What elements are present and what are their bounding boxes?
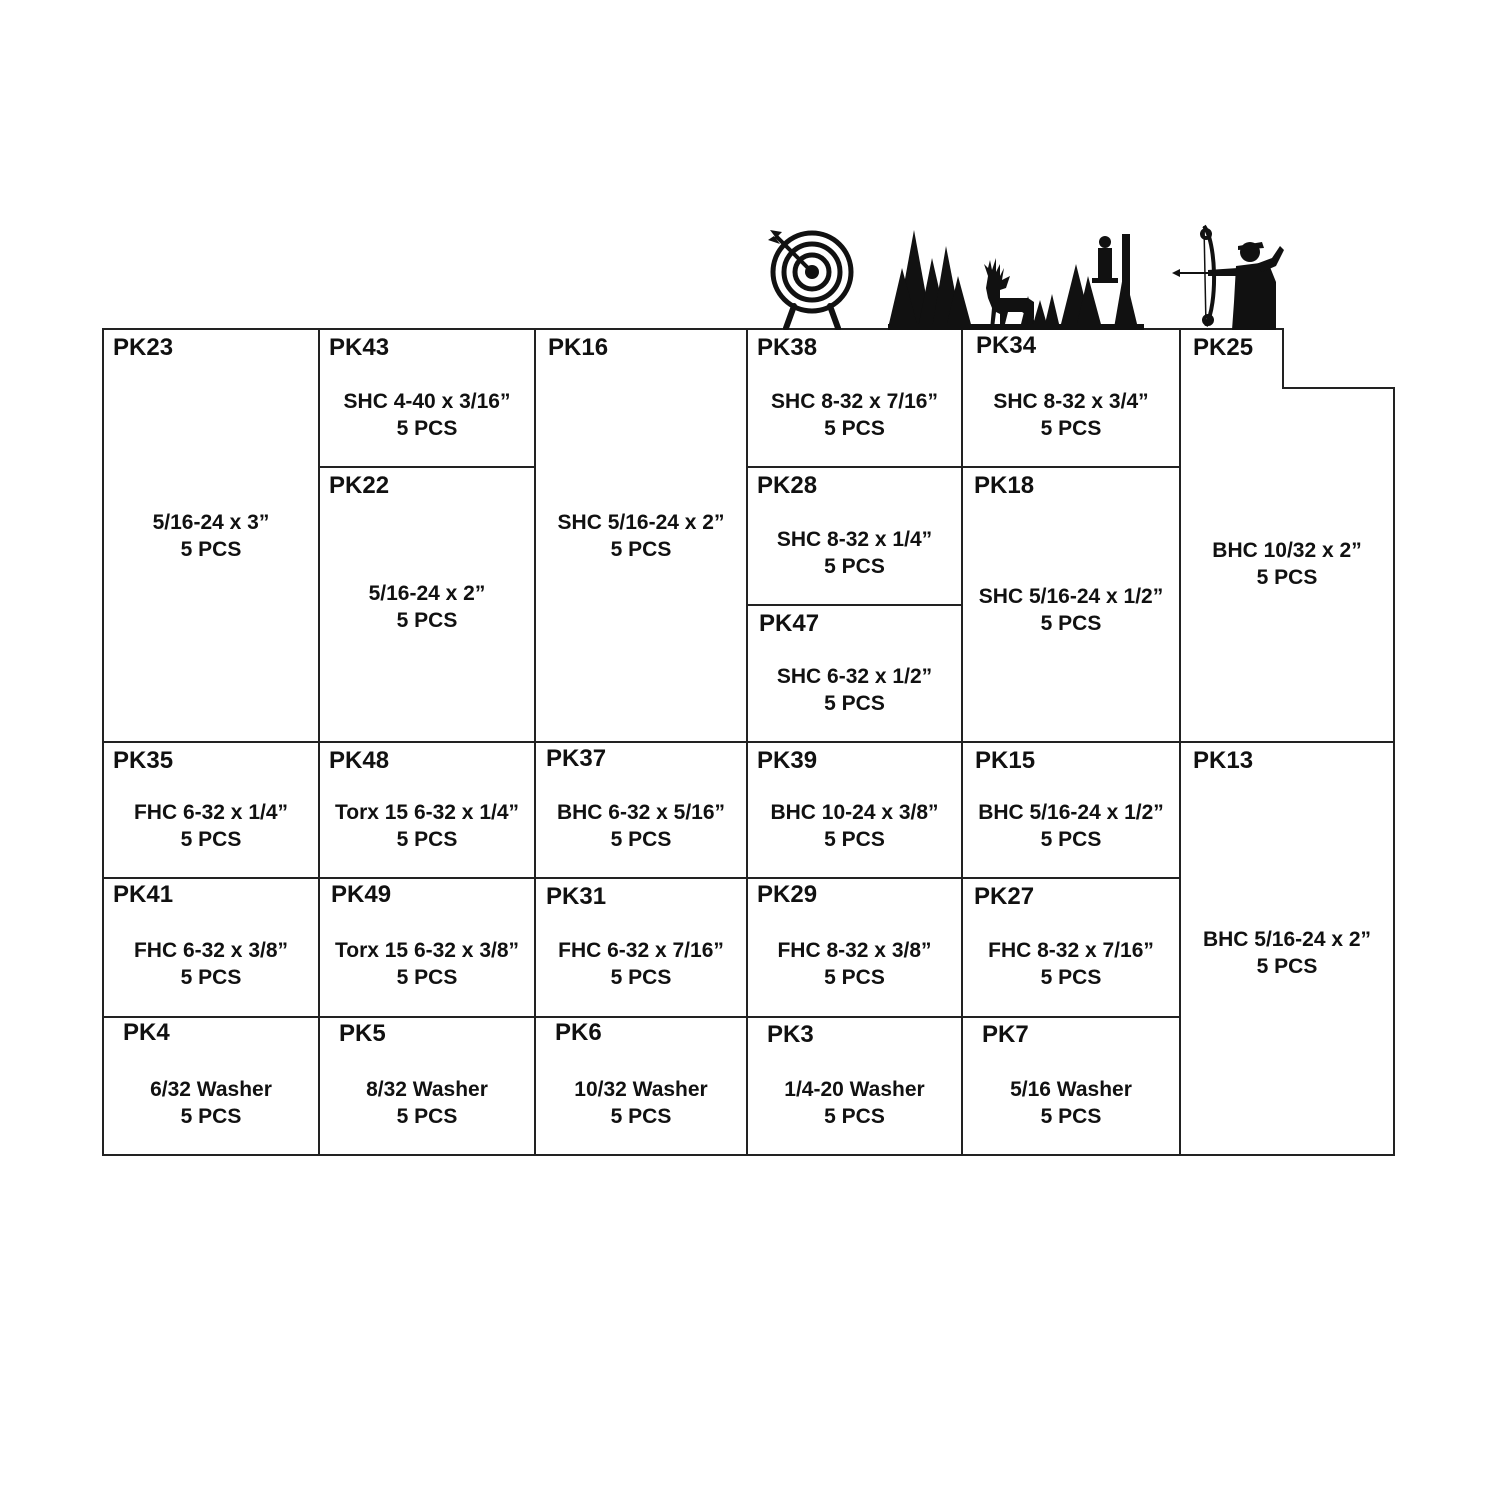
part-cell-pk39 <box>747 742 962 878</box>
part-quantity: 5 PCS <box>1040 1104 1102 1128</box>
part-quantity: 5 PCS <box>1256 954 1318 978</box>
part-description <box>319 937 535 991</box>
part-quantity: 5 PCS <box>180 537 242 561</box>
archer-icon <box>1172 222 1284 330</box>
part-spec: 6/32 Washer <box>150 1077 272 1101</box>
part-spec: BHC 6-32 x 5/16” <box>556 801 726 825</box>
part-code: PK22 <box>329 472 390 499</box>
archery-target-icon <box>760 222 860 330</box>
part-cell-pk27 <box>962 878 1180 1017</box>
part-quantity: 5 PCS <box>824 828 885 852</box>
part-cell-pk3 <box>747 1017 962 1155</box>
part-description <box>103 937 319 991</box>
part-spec: Torx 15 6-32 x 3/8” <box>334 939 520 963</box>
part-description <box>103 799 319 853</box>
part-quantity: 5 PCS <box>1040 416 1102 440</box>
part-quantity: 5 PCS <box>824 1104 885 1128</box>
part-quantity: 5 PCS <box>180 1104 242 1128</box>
part-cell-pk47 <box>747 605 962 742</box>
part-quantity: 5 PCS <box>396 828 458 852</box>
part-description <box>103 1076 319 1130</box>
part-quantity: 5 PCS <box>610 1104 672 1128</box>
part-quantity: 5 PCS <box>396 609 458 633</box>
part-spec: SHC 5/16-24 x 2” <box>557 510 725 534</box>
part-cell-pk49 <box>319 878 535 1017</box>
part-quantity: 5 PCS <box>1256 566 1318 590</box>
part-description <box>319 388 535 442</box>
part-quantity: 5 PCS <box>396 966 458 990</box>
part-code: PK47 <box>759 610 820 637</box>
part-code: PK39 <box>757 747 818 774</box>
part-spec: BHC 5/16-24 x 1/2” <box>978 801 1164 825</box>
part-spec: BHC 5/16-24 x 2” <box>1202 927 1372 951</box>
part-description <box>962 388 1180 442</box>
part-spec: FHC 6-32 x 3/8” <box>133 939 289 963</box>
part-quantity: 5 PCS <box>824 554 885 578</box>
part-code: PK3 <box>767 1021 814 1048</box>
part-description <box>747 799 962 853</box>
part-quantity: 5 PCS <box>396 1104 458 1128</box>
part-quantity: 5 PCS <box>180 966 242 990</box>
part-quantity: 5 PCS <box>1040 612 1102 635</box>
part-description <box>747 663 962 717</box>
part-description <box>103 509 319 563</box>
part-quantity: 5 PCS <box>1040 828 1102 852</box>
part-cell-pk7 <box>962 1017 1180 1155</box>
part-code: PK4 <box>123 1019 170 1046</box>
part-cell-pk25 <box>1180 329 1394 742</box>
part-code: PK25 <box>1193 334 1254 361</box>
part-description <box>535 937 747 991</box>
part-quantity: 5 PCS <box>824 966 885 990</box>
part-quantity: 5 PCS <box>1040 966 1102 990</box>
part-cell-pk22 <box>319 467 535 742</box>
part-spec: 5/16-24 x 3” <box>152 510 270 534</box>
part-quantity: 5 PCS <box>610 537 672 561</box>
part-code: PK31 <box>546 883 607 910</box>
part-code: PK49 <box>331 881 392 908</box>
part-code: PK7 <box>982 1021 1029 1048</box>
part-description <box>1180 537 1394 591</box>
part-spec: BHC 10-24 x 3/8” <box>770 801 939 825</box>
part-spec: FHC 6-32 x 7/16” <box>558 939 724 963</box>
part-cell-pk28 <box>747 467 962 605</box>
part-code: PK37 <box>546 745 607 772</box>
part-spec: FHC 6-32 x 1/4” <box>133 801 289 825</box>
part-spec: BHC 10/32 x 2” <box>1212 539 1362 563</box>
part-code: PK29 <box>757 881 818 908</box>
part-spec: 10/32 Washer <box>574 1077 708 1101</box>
part-description <box>962 1076 1180 1130</box>
part-cell-pk6 <box>535 1017 747 1155</box>
part-description <box>319 580 535 634</box>
part-description <box>747 1076 962 1130</box>
part-cell-pk4 <box>103 1017 319 1155</box>
part-quantity: 5 PCS <box>824 691 885 715</box>
part-spec: SHC 5/16-24 x 1/2” <box>978 585 1164 608</box>
part-code: PK27 <box>974 883 1035 910</box>
part-code: PK18 <box>974 472 1035 499</box>
part-cell-pk5 <box>319 1017 535 1155</box>
part-quantity: 5 PCS <box>610 828 672 852</box>
part-code: PK28 <box>757 472 818 499</box>
part-spec: 8/32 Washer <box>366 1077 488 1101</box>
part-cell-pk38 <box>747 329 962 467</box>
part-cell-pk23 <box>103 329 319 742</box>
part-code: PK48 <box>329 747 390 774</box>
part-code: PK13 <box>1193 747 1254 774</box>
part-spec: Torx 15 6-32 x 1/4” <box>334 801 520 825</box>
part-cell-pk48 <box>319 742 535 878</box>
part-description <box>535 799 747 853</box>
part-cell-pk15 <box>962 742 1180 878</box>
part-spec: SHC 8-32 x 1/4” <box>776 527 933 551</box>
part-description <box>962 937 1180 991</box>
part-cell-pk13 <box>1180 742 1394 1155</box>
part-cell-pk37 <box>535 742 747 878</box>
part-spec: 1/4-20 Washer <box>784 1077 925 1101</box>
part-code: PK38 <box>757 334 818 361</box>
forest-deer-hunter-icon <box>888 228 1144 330</box>
part-code: PK15 <box>975 747 1036 774</box>
part-spec: 5/16 Washer <box>1010 1077 1132 1101</box>
part-code: PK41 <box>113 881 174 908</box>
part-description <box>962 799 1180 853</box>
part-cell-pk31 <box>535 878 747 1017</box>
part-code: PK16 <box>548 334 609 361</box>
part-code: PK5 <box>339 1020 386 1047</box>
part-cell-pk18 <box>962 467 1180 742</box>
part-description <box>1180 926 1394 980</box>
part-code: PK35 <box>113 747 174 774</box>
part-spec: SHC 8-32 x 3/4” <box>993 389 1149 413</box>
part-description <box>747 388 962 442</box>
part-description <box>962 583 1180 637</box>
part-code: PK34 <box>976 332 1037 359</box>
part-spec: SHC 6-32 x 1/2” <box>776 664 933 688</box>
part-description <box>319 1076 535 1130</box>
part-code: PK6 <box>555 1019 602 1046</box>
part-quantity: 5 PCS <box>610 966 672 990</box>
part-spec: SHC 4-40 x 3/16” <box>343 389 511 413</box>
part-cell-pk41 <box>103 878 319 1017</box>
part-cell-pk43 <box>319 329 535 467</box>
part-code: PK23 <box>113 334 174 361</box>
part-spec: 5/16-24 x 2” <box>368 582 486 606</box>
part-cell-pk34 <box>962 329 1180 467</box>
part-quantity: 5 PCS <box>396 416 458 440</box>
part-code: PK43 <box>329 334 390 361</box>
part-description <box>747 526 962 580</box>
part-spec: SHC 8-32 x 7/16” <box>771 389 938 413</box>
part-cell-pk16 <box>535 329 747 742</box>
part-quantity: 5 PCS <box>824 416 885 440</box>
part-description <box>319 799 535 853</box>
part-description <box>747 937 962 991</box>
part-description <box>535 1076 747 1130</box>
part-cell-pk29 <box>747 878 962 1017</box>
part-cell-pk35 <box>103 742 319 878</box>
part-description <box>535 509 747 563</box>
part-quantity: 5 PCS <box>180 828 242 852</box>
part-spec: FHC 8-32 x 3/8” <box>777 939 932 963</box>
part-spec: FHC 8-32 x 7/16” <box>988 939 1154 963</box>
